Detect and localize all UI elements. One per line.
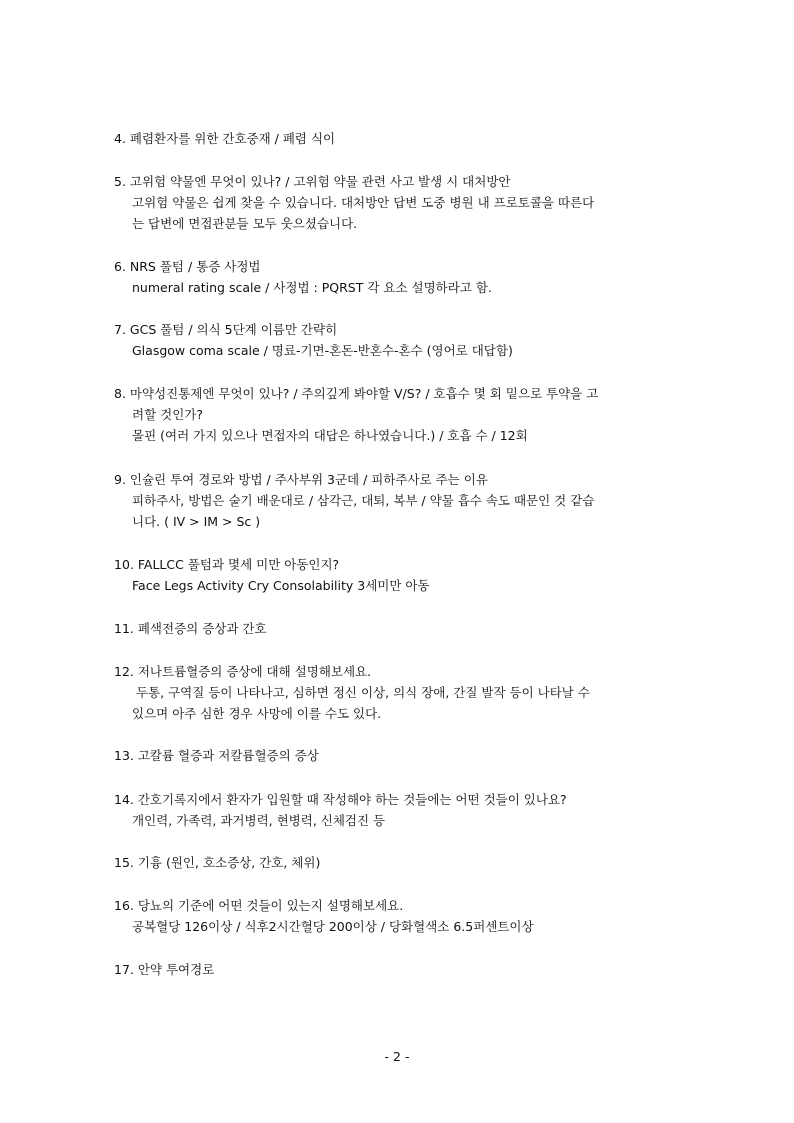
answer-line: 니다. ( IV > IM > Sc ) (132, 514, 261, 529)
question-text: 5. 고위험 약물엔 무엇이 있나? / 고위험 약물 관련 사고 발생 시 대처방안 (114, 174, 511, 189)
answer-line: Face Legs Activity Cry Consolability 3세미만 아동 (132, 578, 430, 593)
question-text: 9. 인슐린 투여 경로와 방법 / 주사부위 3군데 / 피하주사로 주는 이유 (114, 472, 488, 487)
answer-line: 공복혈당 126이상 / 식후2시간혈당 200이상 / 당화혈색소 6.5퍼센트이상 (132, 919, 534, 934)
page-number: - 2 - (384, 1049, 410, 1064)
answer-line: 고위험 약물은 쉽게 찾을 수 있습니다. 대처방안 답변 도중 병원 내 프로토콜을 따른다 (132, 195, 595, 210)
question-text: 7. GCS 풀텀 / 의식 5단계 이름만 간략히 (114, 322, 338, 337)
question-text: 8. 마약성진통제엔 무엇이 있나? / 주의깊게 봐야할 V/S? / 호흡수 몇 회 밑으로 투약을 고 (114, 386, 599, 401)
question-text: 6. NRS 풀텀 / 통증 사정법 (114, 259, 261, 274)
question-text: 16. 당뇨의 기준에 어떤 것들이 있는지 설명해보세요. (114, 898, 404, 913)
question-item (114, 128, 684, 149)
answer-line: Glasgow coma scale / 명료-기면-혼돈-반혼수-혼수 (영어로 대답함) (132, 343, 513, 358)
answer-line: 려할 것인가? (132, 407, 203, 422)
question-text: 17. 안약 투여경로 (114, 962, 215, 977)
answer-line: 두통, 구역질 등이 나타나고, 심하면 정신 이상, 의식 장애, 간질 발작 등이 나타날 수 (132, 685, 590, 700)
question-item (114, 895, 684, 937)
answer-line: 는 답변에 면접관분들 모두 웃으셨습니다. (132, 216, 358, 231)
answer-line: 몰핀 (여러 가지 있으나 면접자의 대답은 하나였습니다.) / 호흡 수 / 12회 (132, 428, 528, 443)
question-item (114, 319, 684, 361)
question-item (114, 618, 684, 639)
answer-line: 개인력, 가족력, 과거병력, 현병력, 신체검진 등 (132, 813, 386, 828)
question-item (114, 789, 684, 831)
answer-line: numeral rating scale / 사정법 : PQRST 각 요소 설명하라고 함. (132, 280, 492, 295)
question-item (114, 469, 684, 532)
question-text: 10. FALLCC 풀텀과 몇세 미만 아동인지? (114, 557, 340, 572)
question-text: 13. 고칼륨 혈증과 저칼륨혈증의 증상 (114, 748, 319, 763)
question-item (114, 171, 684, 234)
question-text: 14. 간호기록지에서 환자가 입원할 때 작성해야 하는 것들에는 어떤 것들이 있나요? (114, 792, 567, 807)
question-text: 11. 폐색전증의 증상과 간호 (114, 621, 267, 636)
question-item (114, 959, 684, 980)
question-item (114, 383, 684, 446)
answer-line: 있으며 아주 심한 경우 사망에 이를 수도 있다. (132, 706, 382, 721)
question-text: 4. 폐렴환자를 위한 간호중재 / 폐렴 식이 (114, 131, 336, 146)
question-text: 15. 기흉 (원인, 호소증상, 간호, 체위) (114, 855, 321, 870)
answer-line: 피하주사, 방법은 술기 배운대로 / 삼각근, 대퇴, 복부 / 약물 흡수 속도 때문인 것 같습 (132, 493, 595, 508)
question-item (114, 745, 684, 766)
question-item (114, 852, 684, 873)
question-item (114, 661, 684, 724)
question-item (114, 554, 684, 596)
question-item (114, 256, 684, 298)
question-text: 12. 저나트륨혈증의 증상에 대해 설명해보세요. (114, 664, 372, 679)
